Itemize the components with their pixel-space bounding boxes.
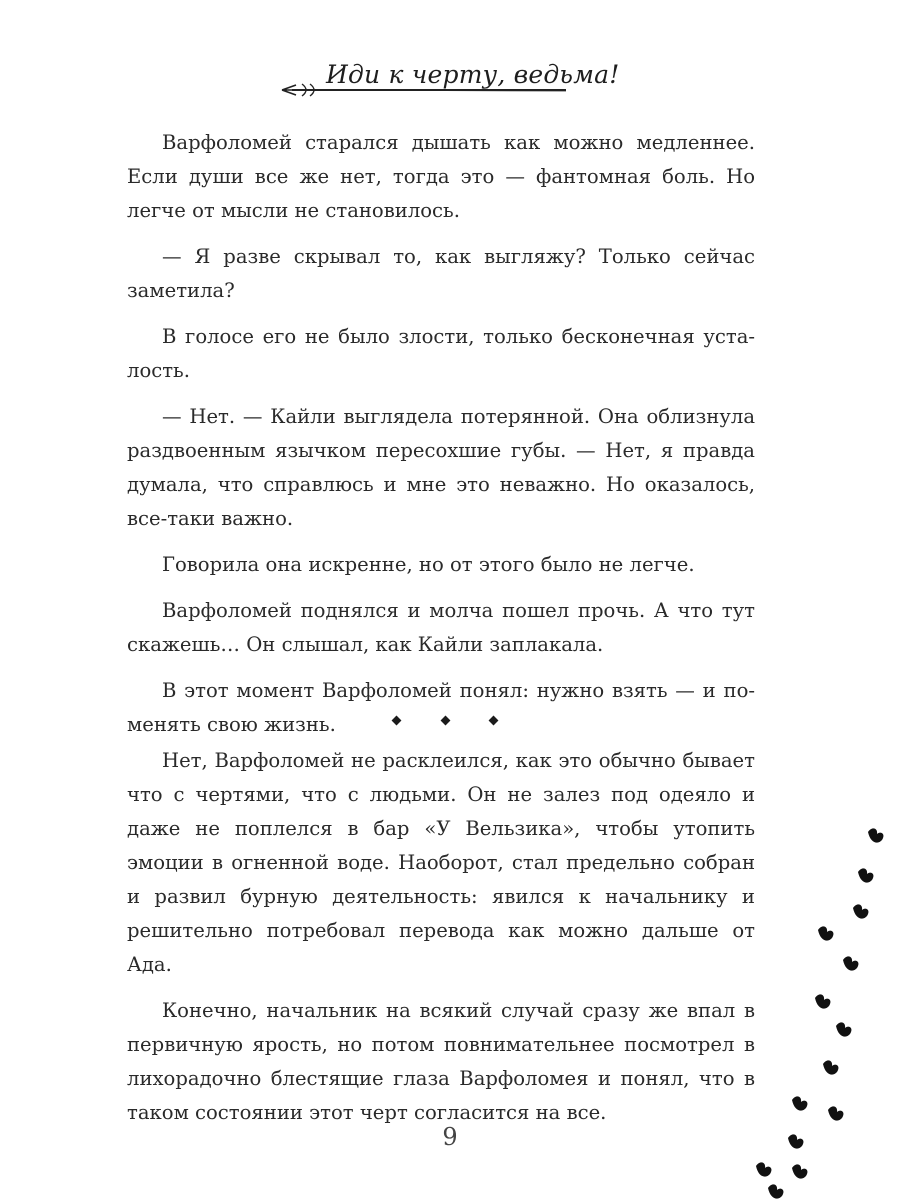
pitchfork-icon [280,82,570,98]
paragraph: Варфоломей старался дышать как можно медленнее. Если души все же нет, тогда это — фантомная боль. Но легче от мысли не становилось. [127,131,755,222]
paragraph: В голосе его не было злости, только бесконечная усталость. [127,325,755,382]
diamond-icon [440,715,450,725]
running-title: Иди к черту, ведьма! [326,60,620,89]
hoof-prints-trail-icon [740,820,900,1200]
paragraph: Говорила она искренне, но от этого было не легче. [162,553,695,576]
paragraph: — Нет. — Кайли выглядела потерянной. Она облизнула раздвоенным язычком пересохшие губы. — Нет, я правда думала, что справлюсь и мне это неважно. Но оказалось, все-таки важно. [127,405,755,530]
running-head [280,52,620,112]
page-number: 9 [442,1123,458,1151]
text-section-1 [127,126,755,754]
paragraph: Нет, Варфоломей не расклеился, как это обычно бывает что с чертями, что с людьми. Он не залез под одеяло и даже не поплелся в бар «У Вельзика», чтобы утопить эмоции в огненной воде. Наоборот, стал предельно собран и развил бурную деятельность: явился к начальнику и решительно потребовал перевода как можно дальше от Ада. [127,749,755,976]
section-separator [390,712,500,728]
paragraph: Варфоломей поднялся и молча пошел прочь. А что тут скажешь… Он слышал, как Кайли заплакала. [127,599,755,656]
diamond-icon [392,715,402,725]
text-section-2 [127,744,755,1142]
diamond-icon [489,715,499,725]
paragraph: В этот момент Варфоломей понял: нужно взять — и поменять свою жизнь. [127,679,755,736]
paragraph: — Я разве скрывал то, как выгляжу? Только сейчас заметила? [127,245,755,302]
paragraph: Конечно, начальник на всякий случай сразу же впал в первичную ярость, но потом повнимательнее посмотрел в лихорадочно блестящие глаза Варфоломея и понял, что в таком состоянии этот черт согласится на все. [127,999,755,1124]
